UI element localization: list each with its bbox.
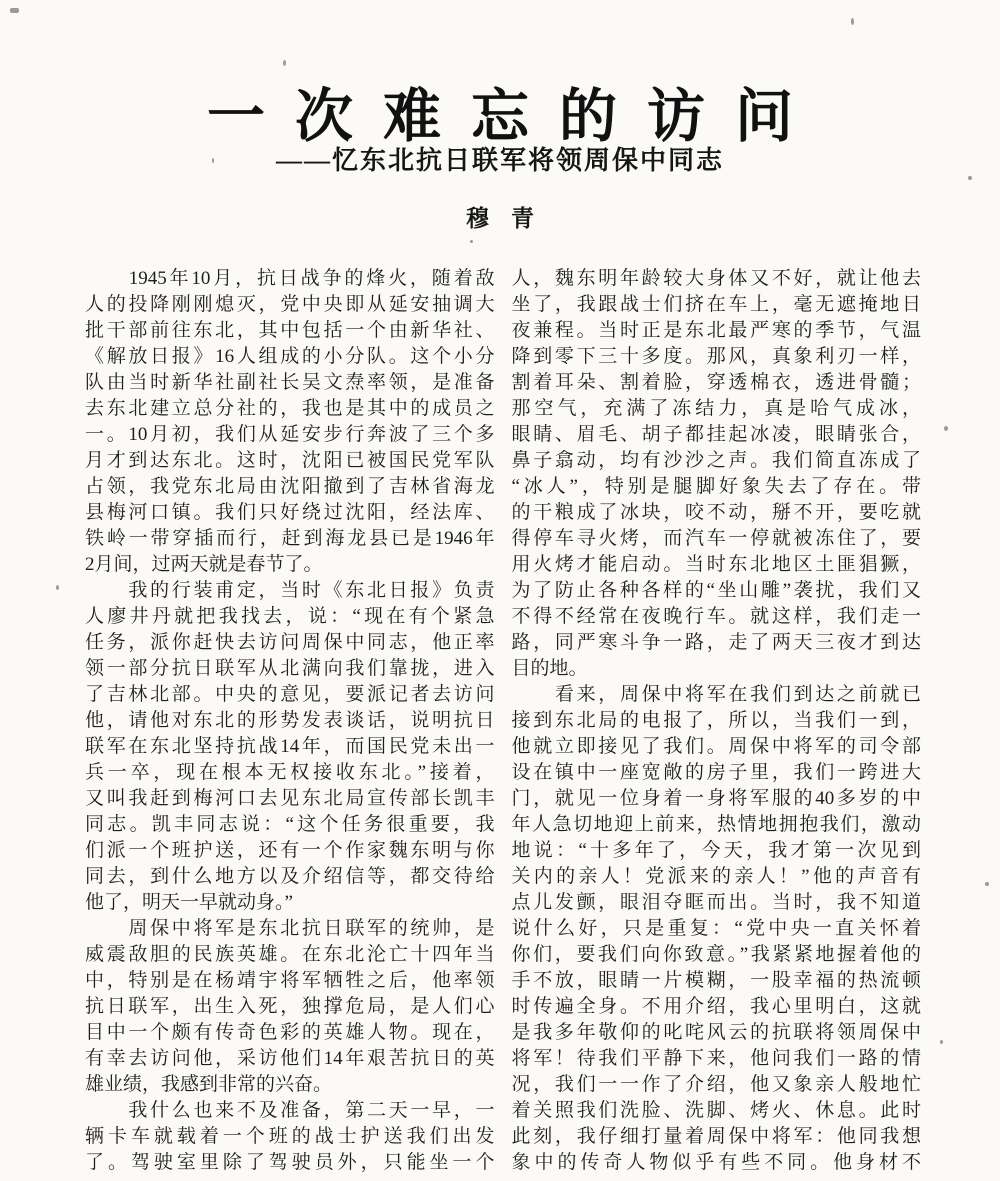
text-line: 威震敌胆的民族英雄。在东北沦亡十四年当 [85, 944, 495, 965]
text-line: 辆卡车就载着一个班的战士护送我们出发 [85, 1126, 495, 1147]
text-line: 批干部前往东北，其中包括一个由新华社、 [85, 320, 495, 341]
text-line: 中，特别是在杨靖宇将军牺牲之后，他率领 [85, 970, 495, 991]
text-line: 坐了，我跟战士们挤在车上，毫无遮掩地日 [511, 294, 921, 315]
text-line: 他了，明天一早就动身。” [85, 892, 293, 913]
text-line: 人廖井丹就把我找去，说：“现在有个紧急 [85, 606, 495, 627]
text-line: 有幸去访问他，采访他们14年艰苦抗日的英 [85, 1048, 495, 1069]
scan-speck [944, 426, 948, 431]
text-line: 着关照我们洗脸、洗脚、烤火、休息。此时 [511, 1100, 921, 1121]
text-line: 2月间，过两天就是春节了。 [85, 554, 323, 575]
text-line: 人，魏东明年龄较大身体又不好，就让他去 [511, 268, 921, 289]
text-line: 设在镇中一座宽敞的房子里，我们一跨进大 [511, 762, 921, 783]
scan-speck [851, 18, 854, 25]
text-line: 手不放，眼睛一片模糊，一股幸福的热流顿 [511, 970, 921, 991]
text-line: 地说：“十多年了，今天，我才第一次见到 [511, 840, 921, 861]
text-line: 为了防止各种各样的“坐山雕”袭扰，我们又 [511, 580, 921, 601]
article-author: 穆青 [466, 206, 556, 231]
text-line: 占领，我党东北局由沈阳撤到了吉林省海龙 [85, 476, 495, 497]
text-line: 了。驾驶室里除了驾驶员外，只能坐一个 [85, 1152, 495, 1173]
text-line: 降到零下三十多度。那风，真象利刃一样， [511, 346, 921, 367]
text-line: 去东北建立总分社的，我也是其中的成员之 [85, 398, 495, 419]
right-column [512, 266, 922, 1176]
text-line: 说什么好，只是重复：“党中央一直关怀着 [511, 918, 921, 939]
text-line: 一。10月初，我们从延安步行奔波了三个多 [85, 424, 495, 445]
text-line: 目的地。 [511, 658, 588, 679]
article-subtitle: ——忆东北抗日联军将领周保中同志 [275, 146, 724, 175]
article-title: 一次难忘的访问 [206, 83, 823, 149]
text-line: 了吉林北部。中央的意见，要派记者去访问 [85, 684, 495, 705]
text-line: 们派一个班护送，还有一个作家魏东明与你 [85, 840, 495, 861]
text-line: 他，请他对东北的形势发表谈话，说明抗日 [85, 710, 495, 731]
text-line: 任务，派你赶快去访问周保中同志，他正率 [85, 632, 495, 653]
text-line: 眼睛、眉毛、胡子都挂起冰凌，眼睛张合， [511, 424, 921, 445]
article-body [85, 266, 921, 1176]
scan-speck [56, 585, 59, 590]
text-line: 《解放日报》16人组成的小分队。这个小分 [85, 346, 495, 367]
text-line: 抗日联军，出生入死，独撑危局，是人们心 [85, 996, 495, 1017]
text-line: 我什么也来不及准备，第二天一早，一 [85, 1100, 495, 1121]
text-line: 周保中将军是东北抗日联军的统帅，是 [85, 918, 495, 939]
text-line: 夜兼程。当时正是东北最严寒的季节，气温 [511, 320, 921, 341]
text-line: 目中一个颇有传奇色彩的英雄人物。现在， [85, 1022, 495, 1043]
text-line: 同去，到什么地方以及介绍信等，都交待给 [85, 866, 495, 887]
text-line: 时传遍全身。不用介绍，我心里明白，这就 [511, 996, 921, 1017]
text-line: 点儿发颤，眼泪夺眶而出。当时，我不知道 [511, 892, 921, 913]
text-line: 关内的亲人！党派来的亲人！”他的声音有 [511, 866, 921, 887]
left-column [85, 266, 495, 1176]
text-line: 接到东北局的电报了，所以，当我们一到， [511, 710, 921, 731]
text-line: 你们，要我们向你致意。”我紧紧地握着他的 [511, 944, 921, 965]
scan-speck [10, 8, 19, 13]
scan-speck [283, 60, 286, 66]
text-line: 的干粮成了冰块，咬不动，掰不开，要吃就 [511, 502, 921, 523]
text-line: 铁岭一带穿插而行，赶到海龙县已是1946年 [85, 528, 495, 549]
text-line: 用火烤才能启动。当时东北地区土匪猖獗， [511, 554, 921, 575]
text-line: 又叫我赶到梅河口去见东北局宣传部长凯丰 [85, 788, 495, 809]
text-line: 他就立即接见了我们。周保中将军的司令部 [511, 736, 921, 757]
text-line: 况，我们一一作了介绍，他又象亲人般地忙 [511, 1074, 921, 1095]
text-line: 人的投降刚刚熄灭，党中央即从延安抽调大 [85, 294, 495, 315]
text-line: 看来，周保中将军在我们到达之前就已 [511, 684, 921, 705]
text-line: 月才到达东北。这时，沈阳已被国民党军队 [85, 450, 495, 471]
text-line: 队由当时新华社副社长吴文焘率领，是准备 [85, 372, 495, 393]
text-line: 领一部分抗日联军从北满向我们靠拢，进入 [85, 658, 495, 679]
text-line: 是我多年敬仰的叱咤风云的抗联将领周保中 [511, 1022, 921, 1043]
text-line: 联军在东北坚持抗战14年，而国民党未出一 [85, 736, 495, 757]
text-line: 割着耳朵、割着脸，穿透棉衣，透进骨髓； [511, 372, 921, 393]
text-line: 象中的传奇人物似乎有些不同。他身材不 [511, 1152, 921, 1173]
scan-speck [212, 158, 214, 163]
scan-speck [940, 1040, 943, 1044]
text-line: 此刻，我仔细打量着周保中将军：他同我想 [511, 1126, 921, 1147]
text-line: 同志。凯丰同志说：“这个任务很重要，我 [85, 814, 495, 835]
scan-speck [985, 882, 989, 886]
text-line: 得停车寻火烤，而汽车一停就被冻住了，要 [511, 528, 921, 549]
text-line: 将军！待我们平静下来，他问我们一路的情 [511, 1048, 921, 1069]
text-line: 县梅河口镇。我们只好绕过沈阳，经法库、 [85, 502, 495, 523]
scan-speck [968, 176, 972, 180]
scan-speck [470, 240, 473, 243]
text-line: “冰人”，特别是腿脚好象失去了存在。带 [511, 476, 921, 497]
text-line: 路，同严寒斗争一路，走了两天三夜才到达 [511, 632, 921, 653]
text-line: 鼻子翕动，均有沙沙之声。我们简直冻成了 [511, 450, 921, 471]
text-line: 年人急切地迎上前来，热情地拥抱我们，激动 [511, 814, 921, 835]
text-line: 不得不经常在夜晚行车。就这样，我们走一 [511, 606, 921, 627]
text-line: 兵一卒，现在根本无权接收东北。”接着， [85, 762, 495, 783]
text-line: 我的行装甫定，当时《东北日报》负责 [85, 580, 495, 601]
text-line: 门，就见一位身着一身将军服的40多岁的中 [511, 788, 921, 809]
text-line: 雄业绩，我感到非常的兴奋。 [85, 1074, 333, 1095]
text-line: 那空气，充满了冻结力，真是哈气成冰， [511, 398, 921, 419]
text-line: 1945年10月，抗日战争的烽火，随着敌 [85, 268, 495, 289]
